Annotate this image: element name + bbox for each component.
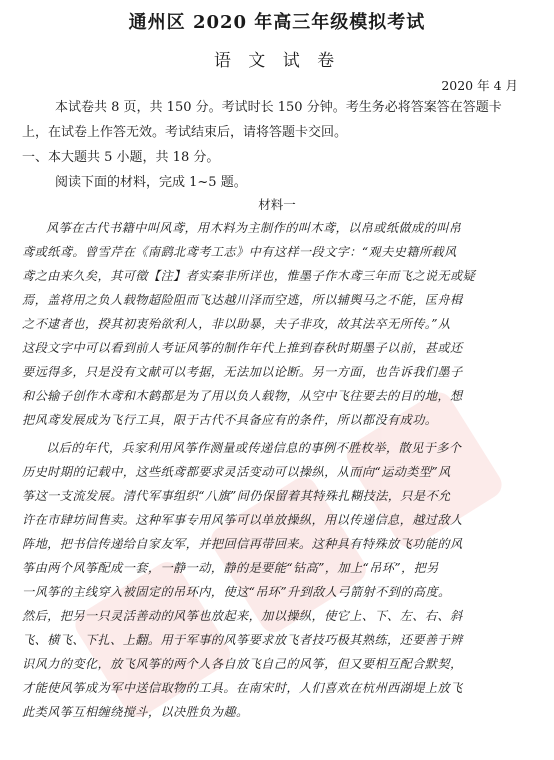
paragraph-1-line-8: 和公输子创作木鸢和木鹤都是为了用以负人载物，从空中飞往要去的目的地，想 — [22, 389, 463, 403]
paragraph-2-line-4: 许在市肆坊间售卖。这种军事专用风筝可以单放操纵，用以传递信息，越过敌人 — [22, 513, 463, 527]
paragraph-2-line-9: 飞、横飞、下扎、上翻。用于军事的风筝要求放飞者技巧极其熟练，还要善于辨 — [22, 633, 463, 647]
paragraph-2-line-3: 筝这一支流发展。清代军事组织“八旗”间仍保留着其特殊扎糊技法，只是不允 — [22, 489, 451, 503]
paragraph-1-line-6: 这段文字中可以看到前人考证风筝的制作年代上推到春秋时期墨子以前，甚或还 — [22, 341, 463, 355]
paragraph-2-line-1: 以后的年代，兵家利用风筝作测量或传递信息的事例不胜枚举，散见于多个 — [46, 441, 462, 455]
paragraph-2-line-8: 然后，把另一只灵活善动的风筝也放起来，加以操纵，使它上、下、左、右、斜 — [22, 609, 463, 623]
notice-line-1: 本试卷共 8 页，共 150 分。考试时长 150 分钟。考生务必将答案答在答题卡 — [55, 100, 502, 115]
paragraph-1-line-2: 鸢或纸鸢。曾雪芹在《南鹞北鸢考工志》中有这样一段文字：“观夫史籍所载风 — [22, 245, 457, 259]
paragraph-2-line-2: 历史时期的记载中，这些纸鸢都要求灵活变动可以操纵，从而向“运动类型”风 — [22, 465, 451, 479]
exam-date: 2020 年 4 月 — [441, 78, 518, 93]
paragraph-2-line-5: 阵地，把书信传递给自家友军，并把回信再带回来。这种具有特殊放飞功能的风 — [22, 537, 463, 551]
paragraph-2-line-10: 识风力的变化，放飞风筝的两个人各自放飞自己的风筝，但又要相互配合默契， — [22, 657, 463, 671]
notice-line-2: 上，在试卷上作答无效。考试结束后，请将答题卡交回。 — [22, 125, 348, 140]
material-title: 材料一 — [258, 197, 296, 212]
paragraph-1-line-4: 焉，盖将用之负人载物超险阻而飞达越川泽而空逃，所以辅舆马之不能，匡舟楫 — [22, 293, 463, 307]
paragraph-1-line-1: 风筝在古代书籍中叫风鸢，用木料为主制作的叫木鸢，以帛或纸做成的叫帛 — [46, 221, 462, 235]
exam-subtitle: 语 文 试 卷 — [213, 51, 341, 71]
paragraph-2-line-6: 筝由两个风筝配成一套，一静一动，静的是要能“钻高”，加上“吊环”，把另 — [22, 561, 439, 575]
section-heading: 一、本大题共 5 小题，共 18 分。 — [22, 150, 220, 165]
paragraph-1-line-7: 要远得多，只是没有文献可以考据，无法加以论断。另一方面，也告诉我们墨子 — [22, 365, 463, 379]
paragraph-1-line-5: 之不逮者也，揆其初衷殆欲利人，非以助暴，夫子非攻，故其法卒无所传。”从 — [22, 317, 451, 331]
paragraph-2-line-12: 此类风筝互相缠绕搅斗，以决胜负为趣。 — [22, 705, 249, 719]
section-instruction: 阅读下面的材料，完成 1~5 题。 — [55, 175, 247, 190]
paragraph-1-line-3: 鸢之由来久矣，其可徵【注】者实秦非所详也，惟墨子作木鸢三年而飞之说无或疑 — [22, 269, 476, 283]
exam-title: 通州区 2020 年高三年级模拟考试 — [128, 12, 426, 33]
paragraph-2-line-7: 一风筝的主线穿入被固定的吊环内，使这“吊环”升到敌人弓箭射不到的高度。 — [22, 585, 451, 599]
paragraph-1-line-9: 把风鸢发展成为飞行工具，限于古代不具备应有的条件，所以都没有成功。 — [22, 413, 438, 427]
paragraph-2-line-11: 才能使风筝成为军中送信取物的工具。在南宋时，人们喜欢在杭州西湖堤上放飞 — [22, 681, 463, 695]
